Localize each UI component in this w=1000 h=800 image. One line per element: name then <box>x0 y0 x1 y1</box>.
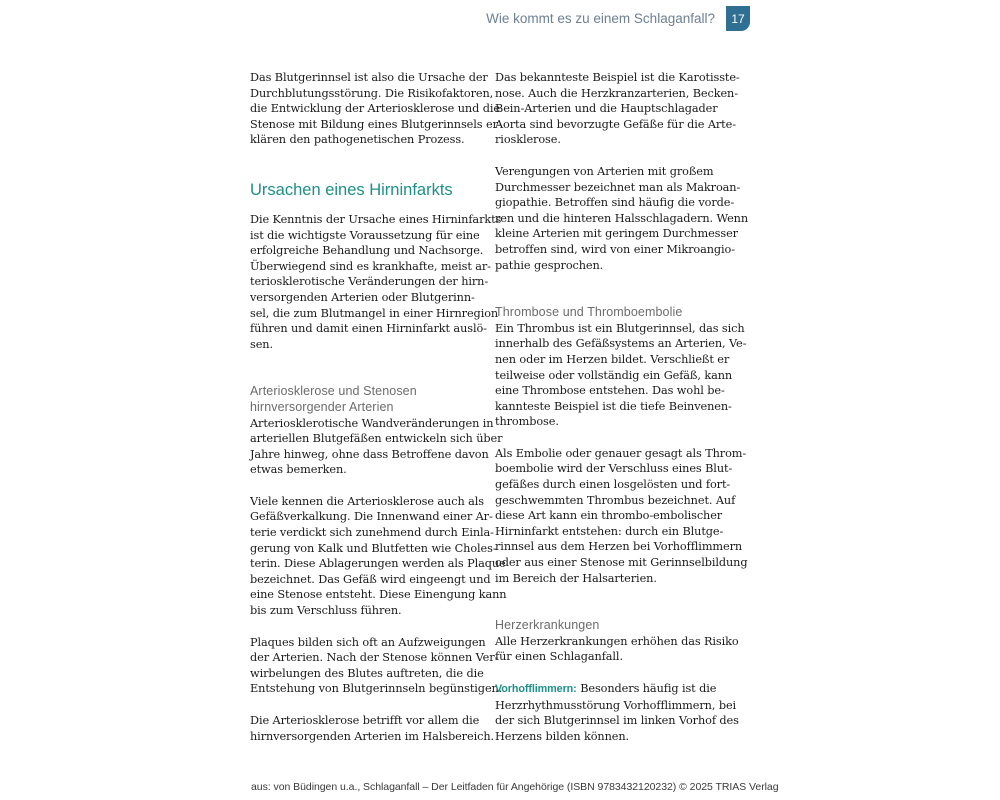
text-line: kannteste Beispiel ist die tiefe Beinvenen- <box>495 399 732 413</box>
thrombus-paragraph <box>495 321 747 430</box>
text-line: Durchblutungsstörung. Die Risikofaktoren, <box>250 86 494 100</box>
text-line: Jahre hinweg, ohne dass Betroffene davon <box>250 447 489 461</box>
intro-paragraph <box>250 70 502 148</box>
atrial-fibrillation-first-line <box>495 681 720 698</box>
text-line: ren und die hinteren Halsschlagadern. Wenn <box>495 211 749 225</box>
text-line: Bein-Arterien und die Hauptschlagader <box>495 102 718 116</box>
text-line: die Entwicklung der Arteriosklerose und die <box>250 102 500 116</box>
text-line: Plaques bilden sich oft an Aufzweigungen <box>250 635 486 649</box>
text-line: giopathie. Betroffen sind häufig die vorde- <box>495 196 735 210</box>
text-line: hirnversorgender Arterien <box>250 399 394 414</box>
text-line: nen oder im Herzen bildet. Verschließt er <box>495 352 730 366</box>
atrial-fibrillation-term: Vorhofflimmern: <box>495 683 577 695</box>
text-line: Herzens bilden können. <box>495 729 630 743</box>
text-line: der Arterien. Nach der Stenose können Ver- <box>250 651 499 665</box>
text-line: oder aus einer Stenose mit Gerinnselbildung <box>495 556 748 570</box>
left-column <box>250 70 507 744</box>
carotid-paragraph <box>495 70 740 148</box>
text-line: riosklerose. <box>495 133 561 147</box>
text-line: arteriellen Blutgefäßen entwickeln sich über <box>250 432 503 446</box>
text-line: eine Thrombose entstehen. Das wohl be- <box>495 384 725 398</box>
text-line: teriosklerotische Veränderungen der hirn- <box>250 275 489 289</box>
text-line: Verengungen von Arterien mit großem <box>495 164 714 178</box>
arteriosclerosis-paragraph-3 <box>250 635 503 697</box>
section-paragraph <box>250 212 502 352</box>
text-line: der sich Blutgerinnsel im linken Vorhof des <box>495 714 739 728</box>
subheading-heart-disease: Herzerkrankungen <box>495 618 600 633</box>
text-line: versorgenden Arterien oder Blutgerinn- <box>250 290 475 304</box>
source-footer: aus: von Büdingen u.a., Schlaganfall – Der Leitfaden für Angehörige (ISBN 9783432120232) © 2025 TRIAS Verlag <box>251 781 779 793</box>
text-line: Die Arteriosklerose betrifft vor allem die <box>250 714 480 727</box>
heart-disease-paragraph <box>495 634 739 665</box>
section-heading: Ursachen eines Hirninfarkts <box>250 180 453 199</box>
text-line: Entstehung von Blutgerinnseln begünstigen. <box>250 682 503 696</box>
text-line: Arteriosklerotische Wandveränderungen in <box>250 416 494 430</box>
atrial-fibrillation-first-line-text: Besonders häufig ist die <box>580 682 717 695</box>
page-number: 17 <box>731 11 745 26</box>
text-line: boembolie wird der Verschluss eines Blut- <box>495 462 733 476</box>
text-line: bis zum Verschluss führen. <box>250 604 402 618</box>
arteriosclerosis-paragraph-1 <box>250 416 503 478</box>
subheading-thrombosis: Thrombose und Thromboembolie <box>495 305 683 320</box>
right-column <box>495 70 749 744</box>
text-line: diese Art kann ein thrombo-embolischer <box>495 509 723 523</box>
text-line: Die Kenntnis der Ursache eines Hirninfarkts <box>250 212 502 226</box>
text-line: Viele kennen die Arteriosklerose auch als <box>250 494 484 508</box>
text-line: gefäßes durch einen losgelösten und fort- <box>495 478 731 492</box>
text-line: Arteriosklerose und Stenosen <box>250 384 417 399</box>
page-number-badge <box>726 6 750 31</box>
text-line: gerung von Kalk und Blutfetten wie Choles- <box>250 541 497 555</box>
text-line: führen und damit einen Hirninfarkt auslö- <box>250 322 487 336</box>
text-line: wirbelungen des Blutes auftreten, die die <box>250 666 484 680</box>
text-line: bezeichnet. Das Gefäß wird eingeengt und <box>250 572 491 586</box>
running-header-title: Wie kommt es zu einem Schlaganfall? <box>486 11 715 26</box>
arteriosclerosis-paragraph-4 <box>250 713 494 744</box>
text-line: Ein Thrombus ist ein Blutgerinnsel, das sich <box>495 321 745 335</box>
text-line: Hirninfarkt entstehen: durch ein Blutge- <box>495 524 724 538</box>
text-line: terie verdickt sich zunehmend durch Einla- <box>250 526 494 540</box>
text-line: thrombose. <box>495 415 559 429</box>
arteriosclerosis-paragraph-2 <box>250 494 507 619</box>
text-line: rinnsel aus dem Herzen bei Vorhofflimmern <box>495 540 743 554</box>
text-line: pathie gesprochen. <box>495 258 604 272</box>
text-line: im Bereich der Halsarterien. <box>495 571 657 585</box>
text-line: kleine Arterien mit geringem Durchmesser <box>495 227 738 241</box>
subheading-arteriosclerosis <box>250 384 475 415</box>
text-line: Das bekannteste Beispiel ist die Karotisste- <box>495 71 740 84</box>
text-line: Als Embolie oder genauer gesagt als Throm- <box>495 446 747 460</box>
text-line: teilweise oder vollständig ein Gefäß, kann <box>495 368 733 382</box>
text-line: geschwemmten Thrombus bezeichnet. Auf <box>495 493 736 507</box>
text-line: Überwiegend sind es krankhafte, meist ar- <box>250 259 491 273</box>
text-line: Alle Herzerkrankungen erhöhen das Risiko <box>495 634 739 648</box>
text-line: Das Blutgerinnsel ist also die Ursache der <box>250 71 488 84</box>
text-line: etwas bemerken. <box>250 463 347 477</box>
text-line: ist die wichtigste Voraussetzung für eine <box>250 228 480 242</box>
text-line: sel, die zum Blutmangel in einer Hirnregion <box>250 306 499 320</box>
embolism-paragraph <box>495 446 748 586</box>
atrial-fibrillation-lines <box>495 698 739 745</box>
text-line: Gefäßverkalkung. Die Innenwand einer Ar- <box>250 510 493 524</box>
text-line: terin. Diese Ablagerungen werden als Plaque <box>250 557 506 571</box>
text-line: Herzrhythmusstörung Vorhofflimmern, bei <box>495 698 737 712</box>
text-line: für einen Schlaganfall. <box>495 650 623 664</box>
text-line: Stenose mit Bildung eines Blutgerinnsels er- <box>250 117 502 131</box>
text-line: innerhalb des Gefäßsystems an Arterien, Ve- <box>495 337 747 351</box>
text-line: klären den pathogenetischen Prozess. <box>250 133 465 147</box>
text-line: eine Stenose entsteht. Diese Einengung kann <box>250 588 507 602</box>
atrial-fibrillation-paragraph <box>495 681 739 744</box>
text-line: nose. Auch die Herzkranzarterien, Becken- <box>495 86 738 100</box>
text-line: hirnversorgenden Arterien im Halsbereich. <box>250 729 494 743</box>
text-line: betroffen sind, wird von einer Mikroangio- <box>495 242 735 256</box>
text-line: sen. <box>250 337 273 351</box>
text-line: Durchmesser bezeichnet man als Makroan- <box>495 180 741 194</box>
text-line: erfolgreiche Behandlung und Nachsorge. <box>250 244 484 258</box>
text-line: Aorta sind bevorzugte Gefäße für die Arte- <box>495 117 736 131</box>
angiopathy-paragraph <box>495 164 749 273</box>
